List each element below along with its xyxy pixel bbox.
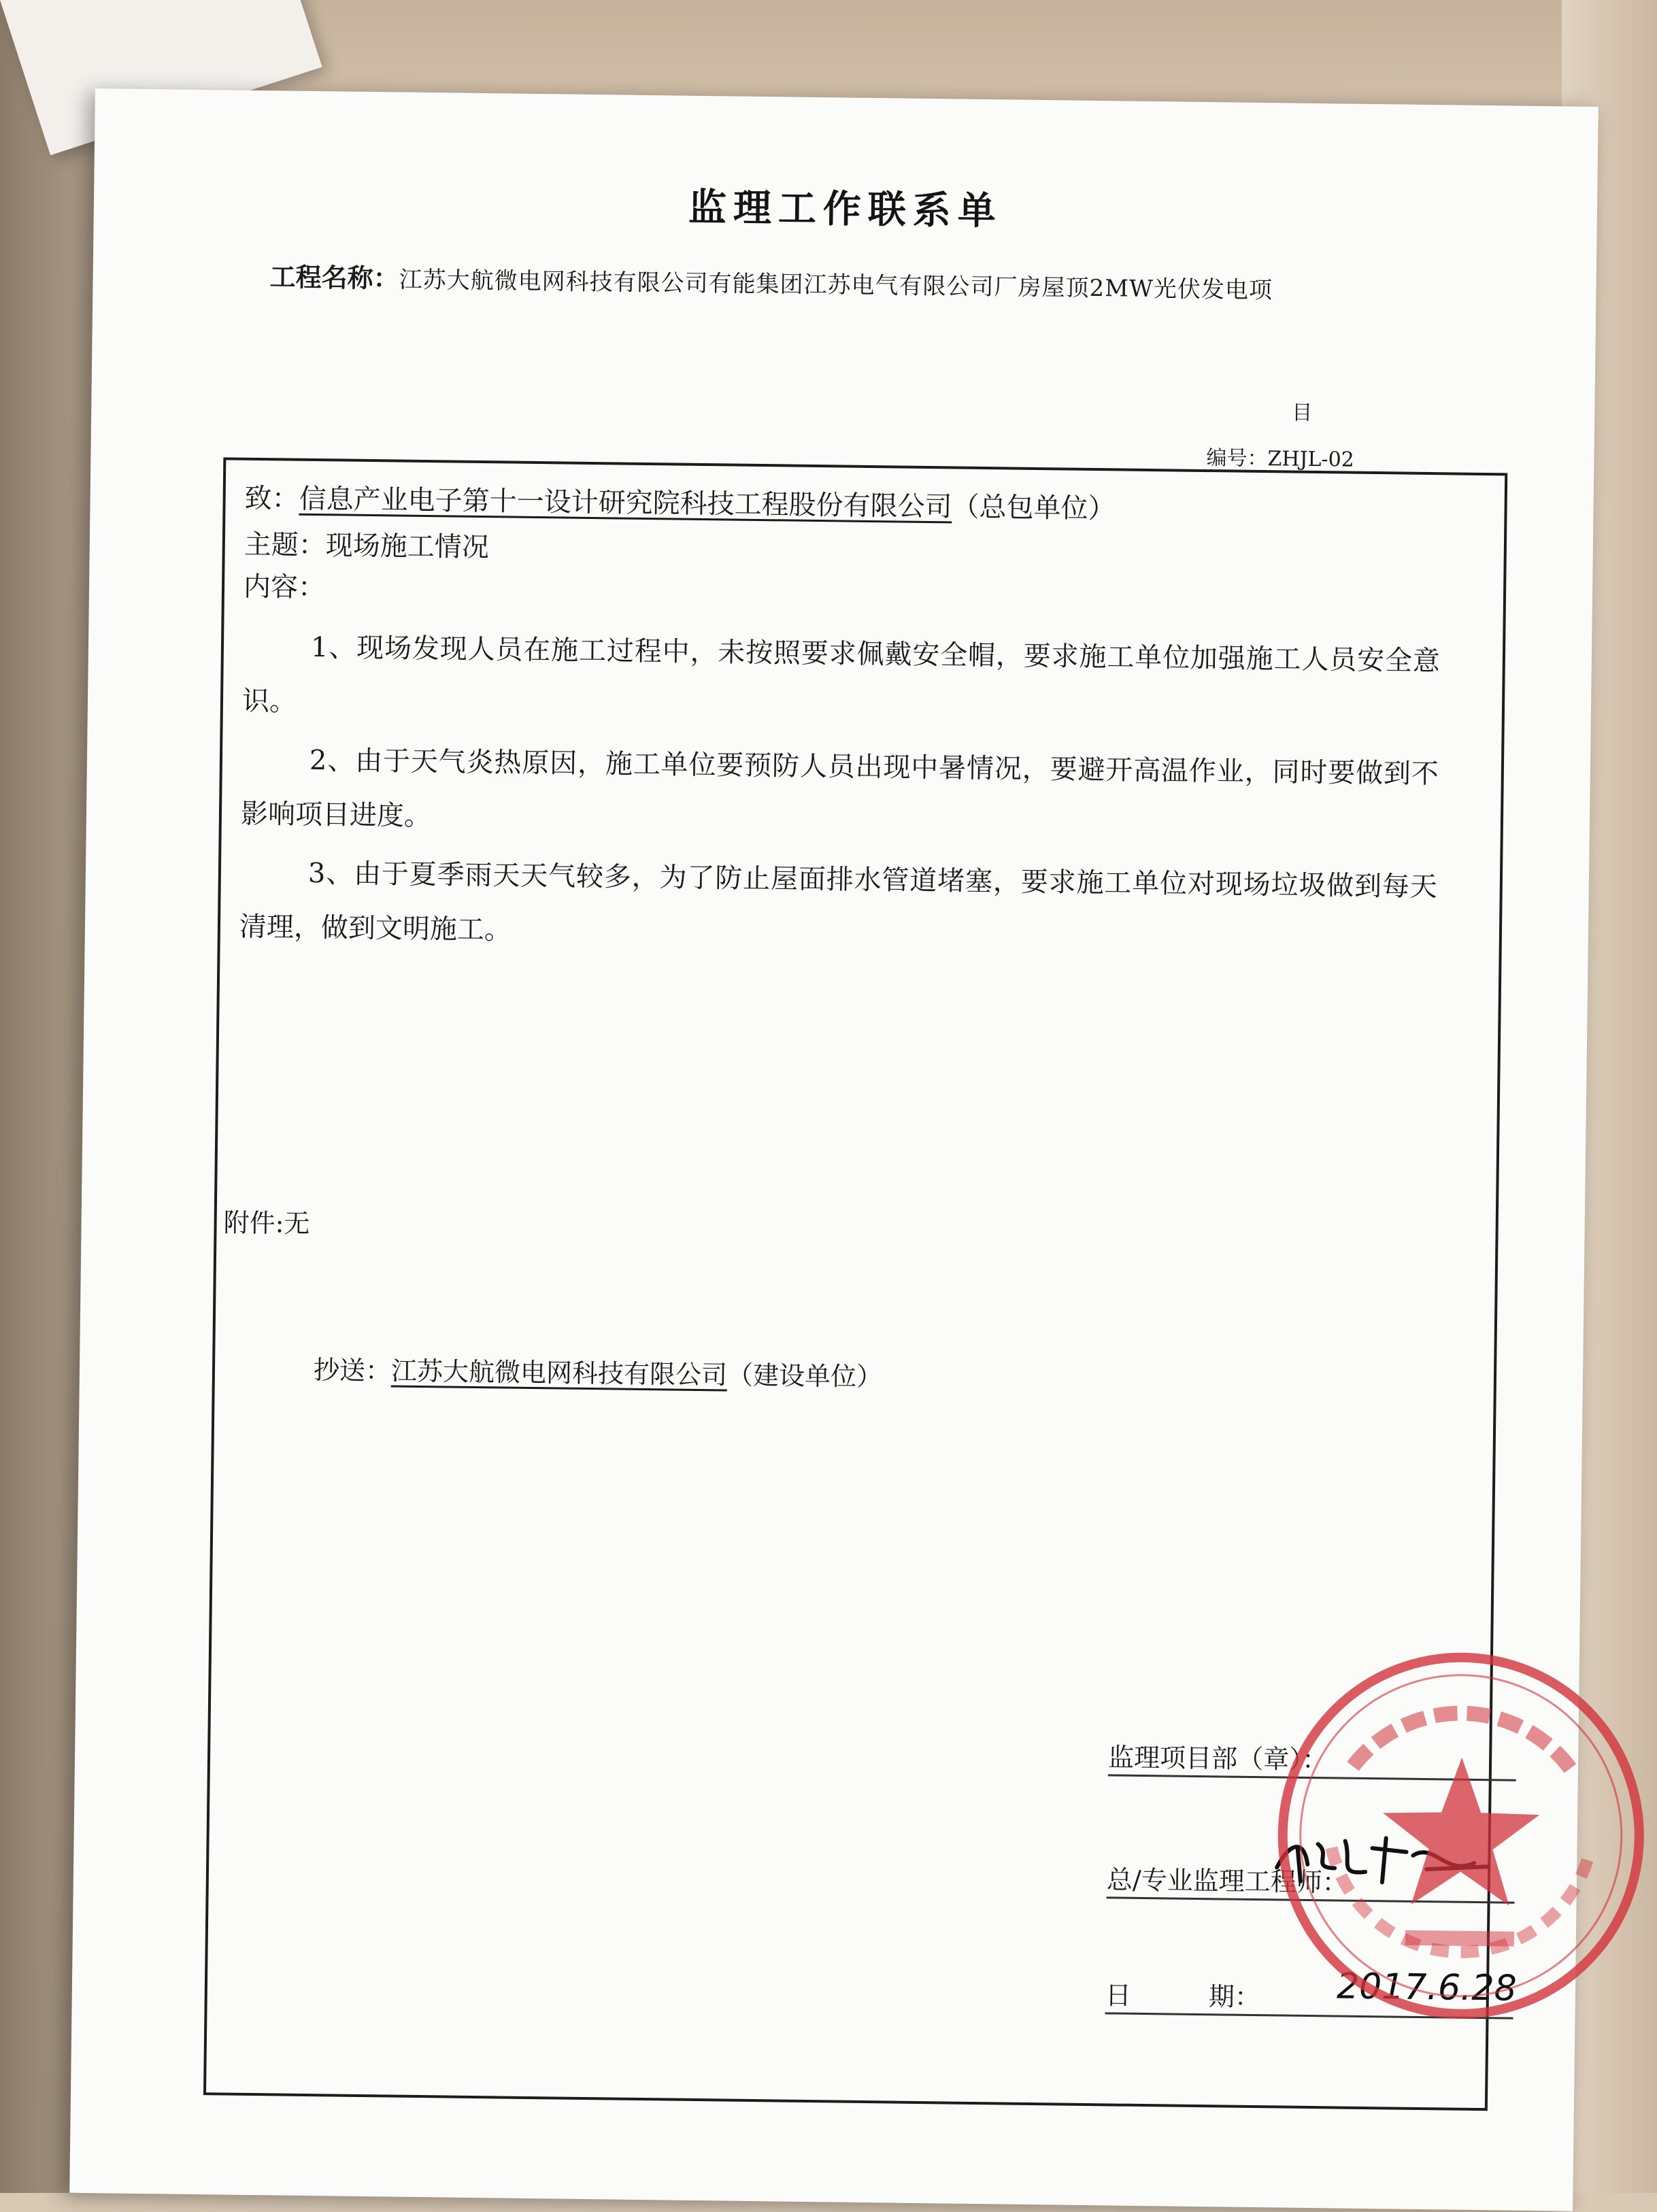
company-seal-icon <box>1268 1643 1654 2028</box>
dept-label: 监理项目部（章）： <box>1107 1742 1328 1775</box>
document-number <box>1206 441 1354 473</box>
content-paragraph: 3、由于夏季雨天天气较多，为了防止屋面排水管道堵塞，要求施工单位对现场垃圾做到每天清理，做到文明施工。 <box>239 857 1438 946</box>
to-label: 致： <box>244 482 299 515</box>
content-label: 内容： <box>243 571 326 604</box>
cc-value: 江苏大航微电网科技有限公司 <box>390 1356 728 1390</box>
date-value: 2017.6.28 <box>1336 1966 1518 2009</box>
recipient-row <box>244 477 1116 526</box>
to-value: 信息产业电子第十一设计研究院科技工程股份有限公司 <box>299 483 952 523</box>
subject-label: 主题： <box>244 529 327 562</box>
date-label: 日 期： <box>1105 1980 1261 2013</box>
project-label: 工程名称： <box>269 262 399 294</box>
number-label: 编号： <box>1206 446 1268 471</box>
page-title: 监理工作联系单 <box>688 185 1003 234</box>
content-frame <box>203 457 1518 2111</box>
document-page <box>69 88 1599 2211</box>
subject-value: 现场施工情况 <box>325 530 490 564</box>
to-suffix: （总包单位） <box>952 491 1116 525</box>
number-value: ZHJL-02 <box>1267 447 1354 472</box>
cc-row <box>314 1349 883 1393</box>
cc-label: 抄送： <box>313 1355 392 1386</box>
cc-suffix: （建设单位） <box>726 1360 883 1392</box>
project-name: 江苏大航微电网科技有限公司有能集团江苏电气有限公司厂房屋顶2MW光伏发电项 <box>399 266 1273 305</box>
content-paragraph: 1、现场发现人员在施工过程中，未按照要求佩戴安全帽，要求施工单位加强施工人员安全意识。 <box>241 631 1441 718</box>
attachment-row <box>223 1201 309 1240</box>
attachment-value: 无 <box>284 1208 310 1239</box>
subject-row <box>244 523 490 565</box>
engineer-label: 总/专业监理工程师： <box>1106 1864 1348 1898</box>
attachment-label: 附件: <box>223 1207 284 1239</box>
content-paragraph: 2、由于天气炎热原因，施工单位要预防人员出现中暑情况，要避开高温作业，同时要做到不影响项目进度。 <box>240 744 1439 833</box>
project-name-tail: 目 <box>1292 401 1313 425</box>
project-line <box>269 257 1494 313</box>
